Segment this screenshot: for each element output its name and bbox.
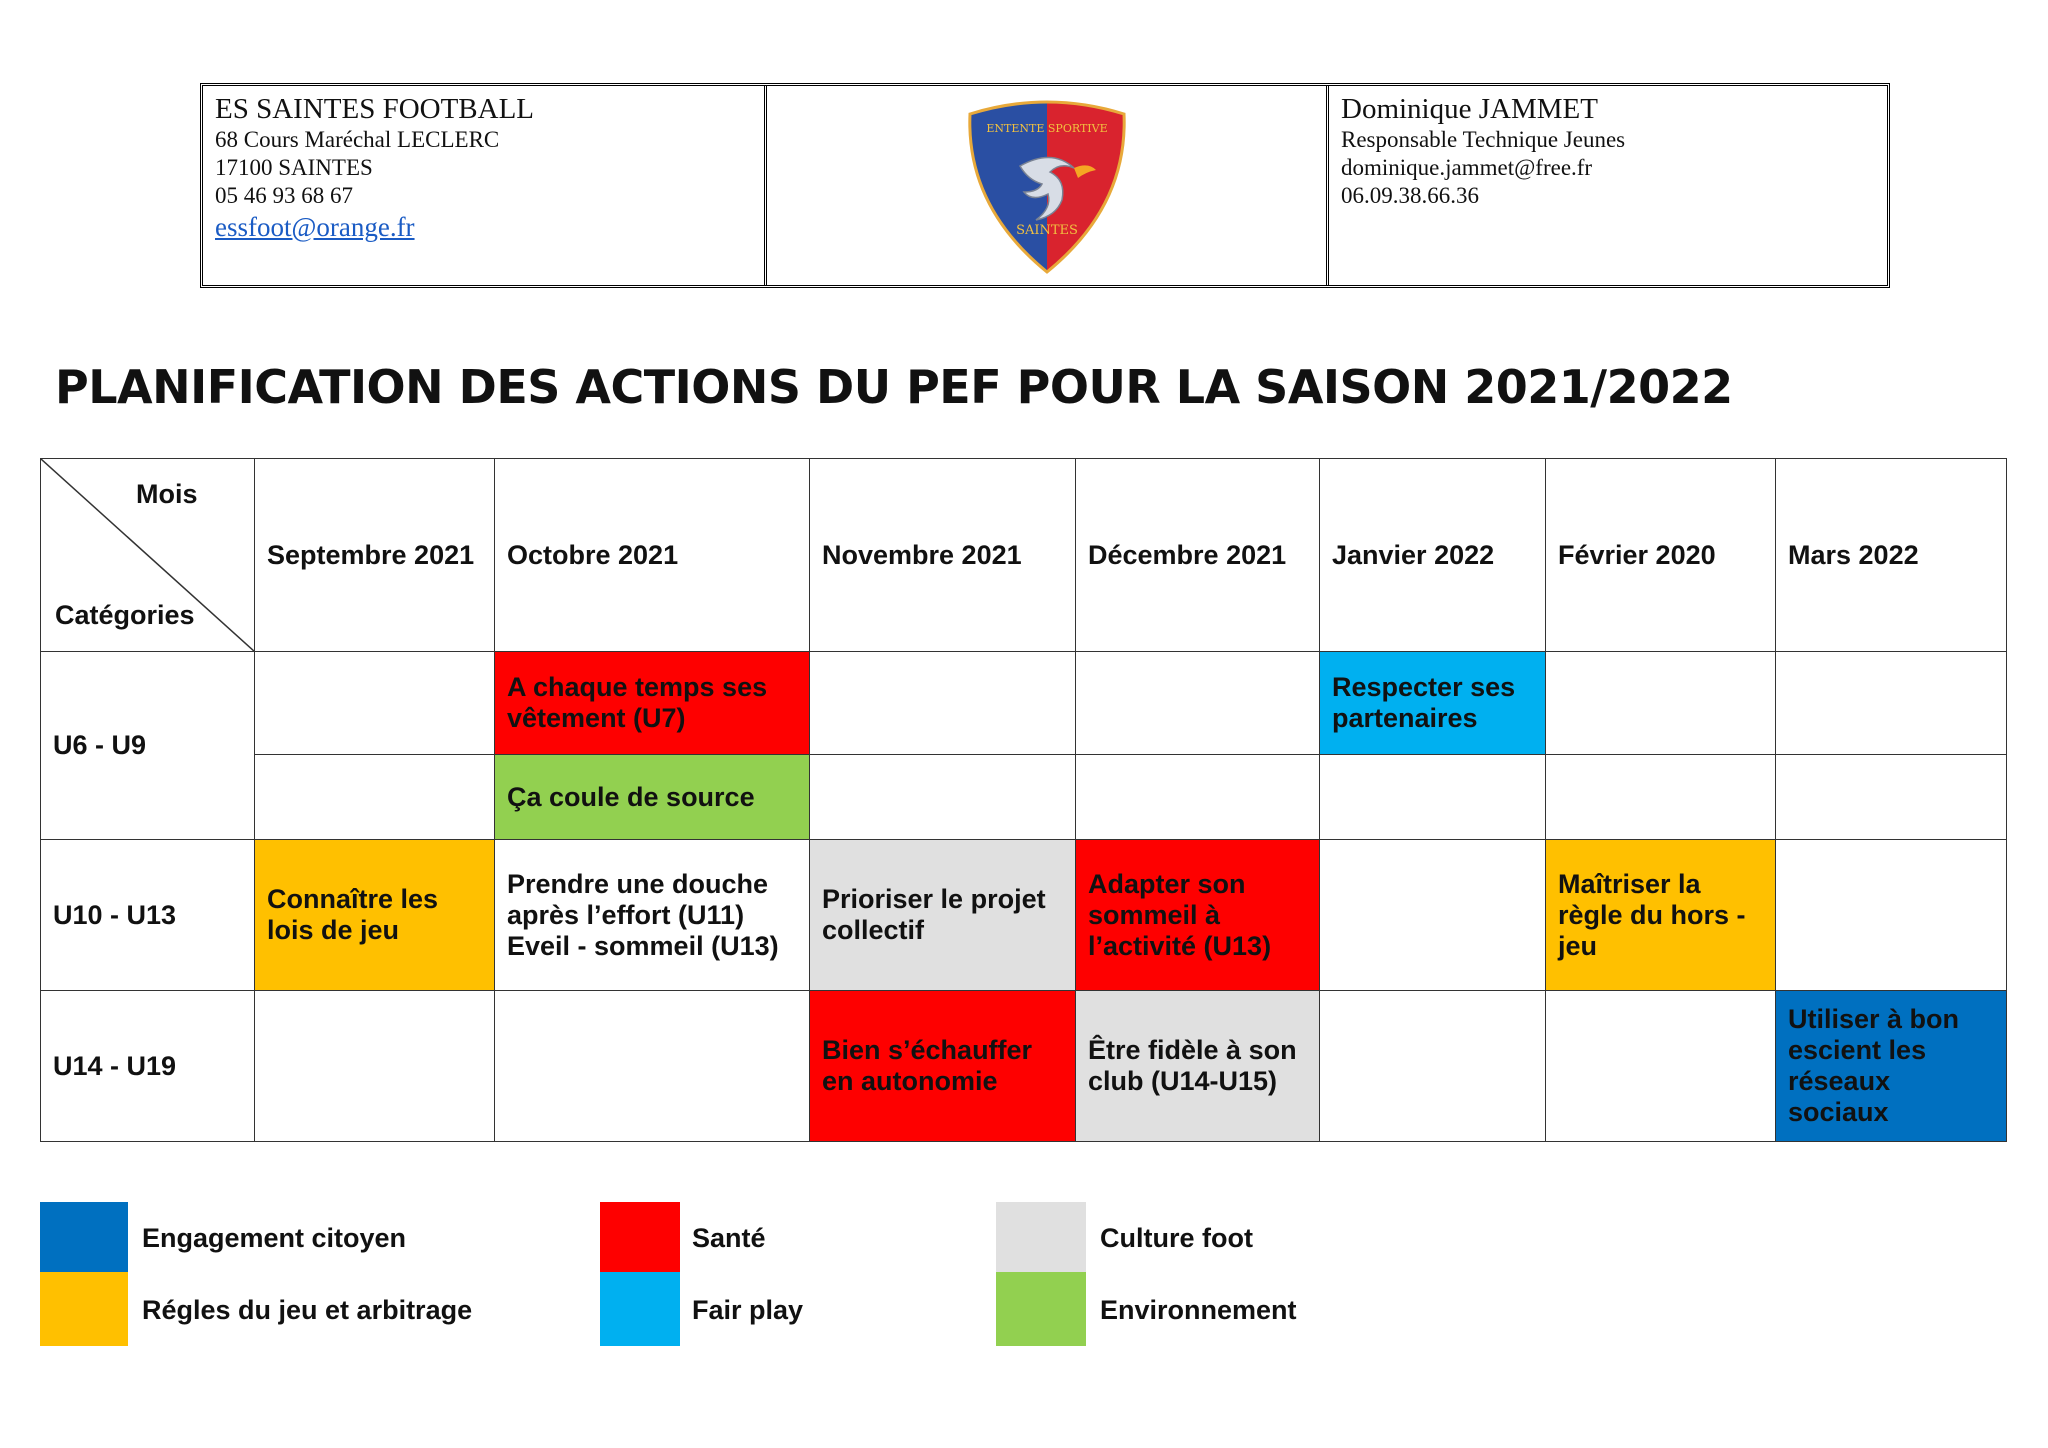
action-cell: Utiliser à bon escient les réseaux sociaux (1776, 991, 2007, 1142)
planning-table (40, 458, 2007, 1142)
legend-swatch (600, 1272, 680, 1346)
month-header: Octobre 2021 (495, 459, 810, 652)
empty-cell (1320, 755, 1546, 840)
legend-swatch (40, 1202, 128, 1272)
empty-cell (1546, 755, 1776, 840)
club-info (203, 86, 767, 285)
empty-cell (1320, 991, 1546, 1142)
empty-cell (495, 991, 810, 1142)
month-header: Novembre 2021 (810, 459, 1076, 652)
corner-months-label: Mois (136, 479, 198, 509)
legend-label: Fair play (692, 1295, 804, 1325)
category-label: U14 - U19 (41, 991, 255, 1142)
action-cell: Maîtriser la règle du hors - jeu (1546, 840, 1776, 991)
legend-label: Environnement (1100, 1295, 1297, 1325)
action-cell: A chaque temps ses vêtement (U7) (495, 652, 810, 755)
corner-categories-label: Catégories (55, 600, 195, 630)
contact-name: Dominique JAMMET (1341, 93, 1598, 125)
club-name: ES SAINTES FOOTBALL (215, 93, 535, 125)
club-crest-logo (962, 96, 1132, 276)
logo-cell (767, 86, 1329, 285)
table-header-row (41, 459, 2007, 652)
contact-phone: 06.09.38.66.36 (1341, 183, 1479, 208)
legend-swatch (996, 1202, 1086, 1272)
action-cell: Prendre une douche après l’effort (U11) Eveil - sommeil (U13) (495, 840, 810, 991)
club-phone: 05 46 93 68 67 (215, 183, 353, 208)
table-row (41, 840, 2007, 991)
corner-cell (41, 459, 255, 652)
empty-cell (1320, 840, 1546, 991)
action-cell: Être fidèle à son club (U14-U15) (1076, 991, 1320, 1142)
action-cell: Connaître les lois de jeu (255, 840, 495, 991)
action-cell: Ça coule de source (495, 755, 810, 840)
month-header: Septembre 2021 (255, 459, 495, 652)
club-city: 17100 SAINTES (215, 155, 373, 180)
logo-top-text: ENTENTE SPORTIVE (985, 121, 1108, 135)
action-cell: Adapter son sommeil à l’activité (U13) (1076, 840, 1320, 991)
empty-cell (255, 652, 495, 755)
legend-label: Santé (692, 1223, 766, 1253)
legend-swatch (40, 1272, 128, 1346)
action-cell: Respecter ses partenaires (1320, 652, 1546, 755)
action-cell: Bien s’échauffer en autonomie (810, 991, 1076, 1142)
contact-email: dominique.jammet@free.fr (1341, 155, 1593, 180)
legend-swatch (600, 1202, 680, 1272)
legend-label: Régles du jeu et arbitrage (142, 1295, 473, 1325)
letterhead (200, 83, 1890, 288)
month-header: Décembre 2021 (1076, 459, 1320, 652)
legend-swatch (996, 1272, 1086, 1346)
empty-cell (1546, 991, 1776, 1142)
empty-cell (1776, 840, 2007, 991)
empty-cell (255, 991, 495, 1142)
month-header: Mars 2022 (1776, 459, 2007, 652)
empty-cell (1076, 755, 1320, 840)
empty-cell (255, 755, 495, 840)
empty-cell (810, 755, 1076, 840)
action-cell: Prioriser le projet collectif (810, 840, 1076, 991)
legend-label: Culture foot (1100, 1223, 1253, 1253)
empty-cell (1776, 652, 2007, 755)
logo-bottom-text: SAINTES (1015, 222, 1078, 238)
category-label: U10 - U13 (41, 840, 255, 991)
page-title: PLANIFICATION DES ACTIONS DU PEF POUR LA SAISON 2021/2022 (55, 360, 1733, 414)
table-row (41, 991, 2007, 1142)
category-label: U6 - U9 (41, 652, 255, 840)
club-address: 68 Cours Maréchal LECLERC (215, 127, 500, 152)
empty-cell (1076, 652, 1320, 755)
contact-info (1329, 86, 1887, 285)
contact-role: Responsable Technique Jeunes (1341, 127, 1626, 152)
empty-cell (1546, 652, 1776, 755)
table-row (41, 652, 2007, 755)
club-email-link[interactable]: essfoot@orange.fr (215, 212, 415, 242)
legend-label: Engagement citoyen (142, 1223, 407, 1253)
table-row (41, 755, 2007, 840)
empty-cell (810, 652, 1076, 755)
empty-cell (1776, 755, 2007, 840)
month-header: Février 2020 (1546, 459, 1776, 652)
month-header: Janvier 2022 (1320, 459, 1546, 652)
